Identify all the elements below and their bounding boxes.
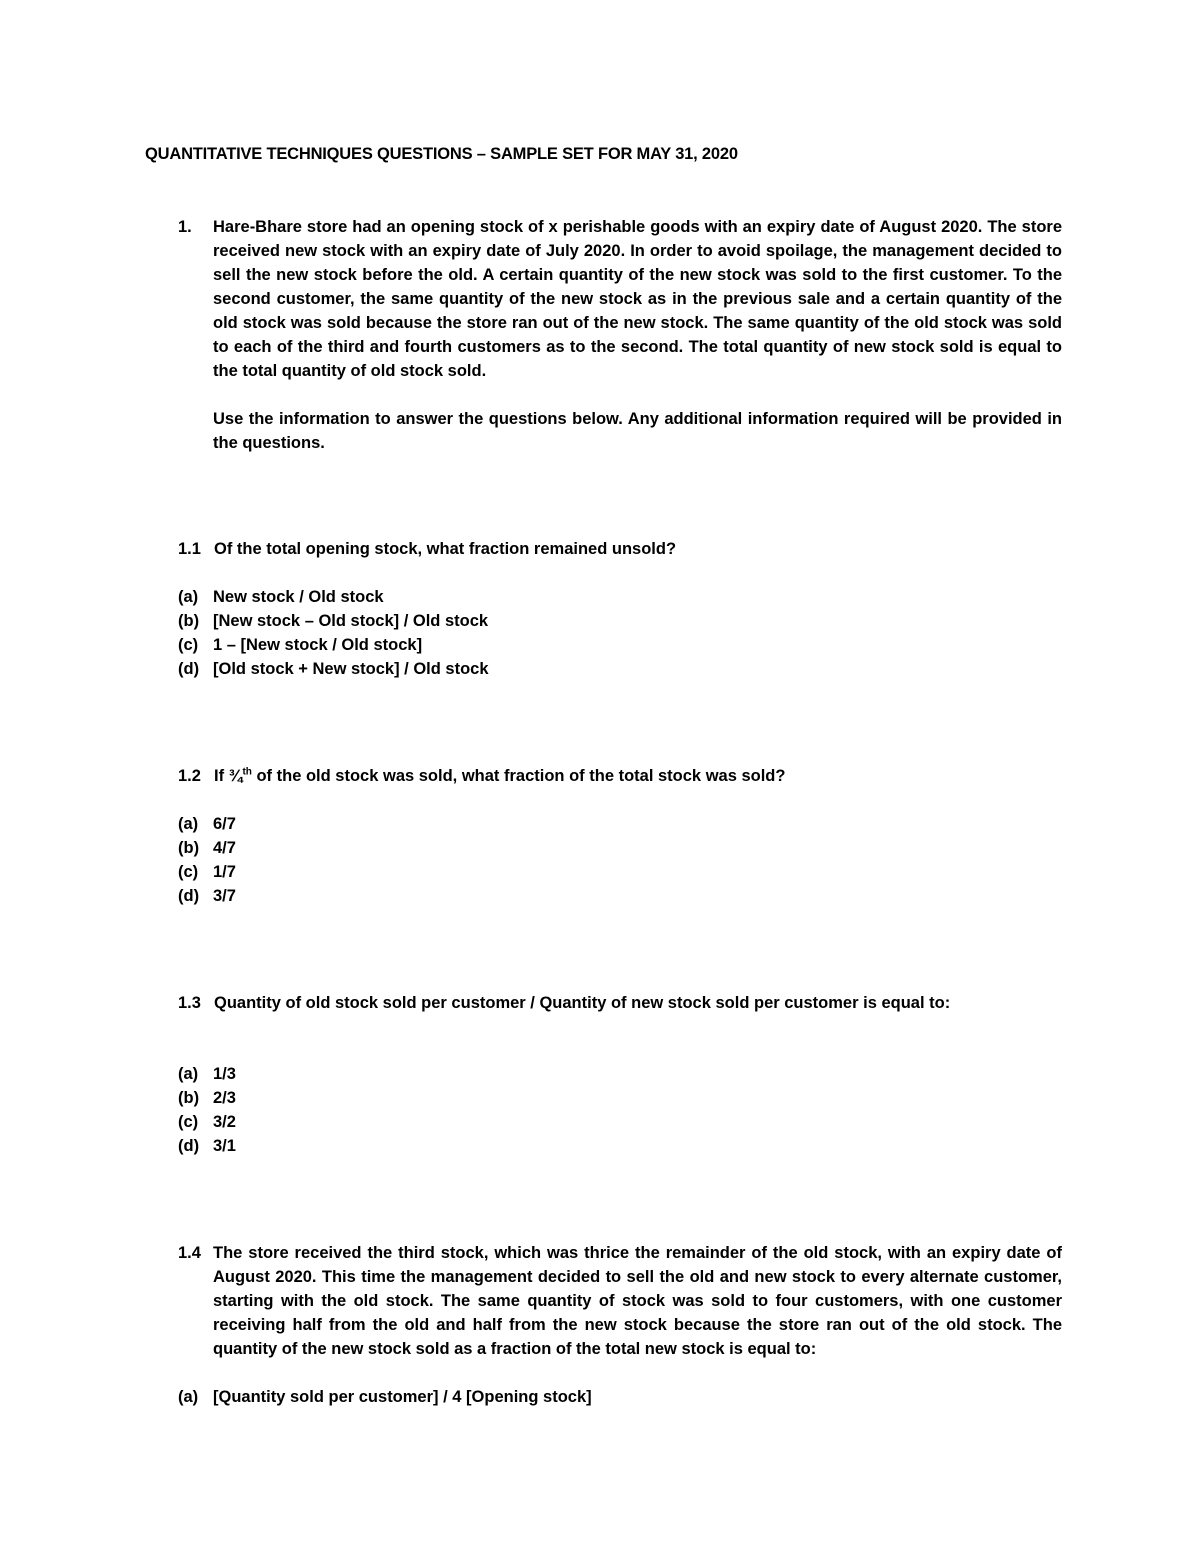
sub-question-1-3 — [178, 991, 1062, 1015]
option-label: (a) — [178, 1388, 199, 1406]
sub-question-number: 1.1 — [178, 540, 201, 558]
option-text: [New stock – Old stock] / Old stock — [213, 612, 489, 630]
sub-question-number: 1.2 — [178, 767, 201, 785]
superscript: th — [242, 766, 252, 778]
option-item — [178, 1134, 236, 1158]
option-text: 6/7 — [213, 815, 236, 833]
option-item — [178, 860, 236, 884]
sub-question-text: The store received the third stock, which was thrice the remainder of the old stock, with an expiry date of August 2020. This time the management decided to sell the old and new stock to every alternate customer, starting with the old stock. The same quantity of stock was sold to four customers, with one customer receiving half from the old and half from the new stock because the store ran out of the old stock. The quantity of the new stock sold as a fraction of the total new stock is equal to: — [213, 1244, 1062, 1358]
question-number: 1. — [178, 218, 192, 236]
sub-question-1-1 — [178, 537, 1062, 561]
option-label: (b) — [178, 839, 200, 857]
option-text: [Old stock + New stock] / Old stock — [213, 660, 489, 678]
option-text: 1/7 — [213, 863, 236, 881]
sub-question-text: Quantity of old stock sold per customer / Quantity of new stock sold per customer is equal to: — [214, 994, 951, 1012]
option-label: (b) — [178, 1089, 200, 1107]
option-text: 3/1 — [213, 1137, 236, 1155]
option-label: (b) — [178, 612, 200, 630]
options-list — [178, 585, 489, 681]
option-text: 1 – [New stock / Old stock] — [213, 636, 423, 654]
option-label: (c) — [178, 636, 199, 654]
document-title: QUANTITATIVE TECHNIQUES QUESTIONS – SAMPLE SET FOR MAY 31, 2020 — [145, 145, 738, 163]
option-item — [178, 1062, 236, 1086]
text-part: If ¾ — [214, 767, 243, 785]
option-item — [178, 884, 236, 908]
sub-question-number: 1.4 — [178, 1244, 201, 1262]
option-label: (a) — [178, 588, 199, 606]
option-text: New stock / Old stock — [213, 588, 384, 606]
option-label: (a) — [178, 815, 199, 833]
option-item — [178, 585, 489, 609]
options-list — [178, 1385, 592, 1409]
option-item — [178, 1086, 236, 1110]
option-label: (c) — [178, 1113, 199, 1131]
option-item — [178, 633, 489, 657]
question-1 — [178, 215, 1062, 479]
option-item — [178, 836, 236, 860]
option-item — [178, 812, 236, 836]
option-text: 4/7 — [213, 839, 236, 857]
option-label: (d) — [178, 660, 200, 678]
option-item — [178, 1385, 592, 1409]
option-text: 2/3 — [213, 1089, 236, 1107]
sub-question-text: Of the total opening stock, what fraction remained unsold? — [214, 540, 677, 558]
option-item — [178, 1110, 236, 1134]
option-text: 3/7 — [213, 887, 236, 905]
sub-question-1-2 — [178, 764, 1062, 788]
option-item — [178, 609, 489, 633]
option-label: (c) — [178, 863, 199, 881]
option-label: (a) — [178, 1065, 199, 1083]
option-text: 3/2 — [213, 1113, 236, 1131]
question-paragraph: Use the information to answer the questions below. Any additional information required will be provided in the questions. — [213, 410, 1062, 452]
text-part: of the old stock was sold, what fraction of the total stock was sold? — [251, 767, 786, 785]
options-list — [178, 1062, 236, 1158]
option-text: 1/3 — [213, 1065, 236, 1083]
option-text: [Quantity sold per customer] / 4 [Opening stock] — [213, 1388, 592, 1406]
option-label: (d) — [178, 1137, 200, 1155]
options-list — [178, 812, 236, 908]
sub-question-1-4 — [178, 1241, 1062, 1361]
option-item — [178, 657, 489, 681]
option-label: (d) — [178, 887, 200, 905]
question-paragraph: Hare-Bhare store had an opening stock of x perishable goods with an expiry date of August 2020. The store received new stock with an expiry date of July 2020. In order to avoid spoilage, the management decided to sell the new stock before the old. A certain quantity of the new stock was sold to the first customer. To the second customer, the same quantity of the new stock as in the previous sale and a certain quantity of the old stock was sold because the store ran out of the new stock. The same quantity of the old stock was sold to each of the third and fourth customers as to the second. The total quantity of new stock sold is equal to the total quantity of old stock sold. — [213, 218, 1062, 380]
sub-question-number: 1.3 — [178, 994, 201, 1012]
sub-question-text — [214, 764, 1062, 788]
